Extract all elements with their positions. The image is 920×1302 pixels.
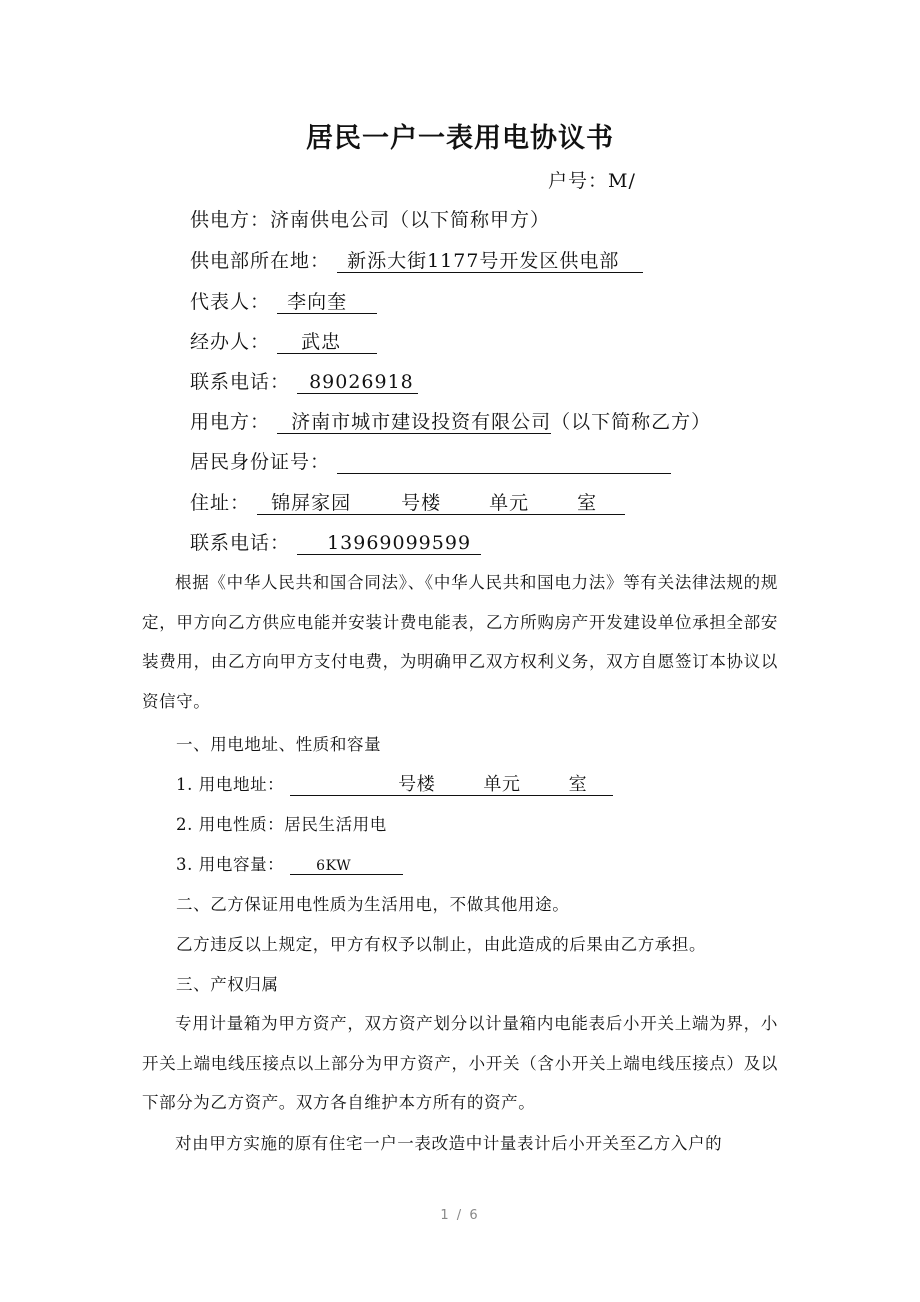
handler-value: 武忠 — [277, 333, 377, 354]
supplier-phone-line — [190, 367, 418, 394]
representative-value: 李向奎 — [277, 293, 377, 314]
intro-paragraph: 根据《中华人民共和国合同法》、《中华人民共和国电力法》等有关法律法规的规定，甲方向乙方供应电能并安装计费电能表，乙方所购房产开发建设单位承担全部安装费用，由乙方向甲方支付电费，为明确甲乙双方权利义务，双方自愿签订本协议以资信守。 — [142, 573, 778, 711]
consumer-line — [190, 407, 711, 434]
consumer-suffix: （以下简称乙方） — [551, 411, 712, 433]
representative-line — [190, 287, 377, 314]
supplier-address-line — [190, 246, 643, 273]
section1-heading: 一、用电地址、性质和容量 — [176, 735, 382, 754]
id-number-value — [337, 453, 671, 474]
section3-heading: 三、产权归属 — [176, 975, 279, 994]
supplier-value: 济南供电公司（以下简称甲方） — [270, 209, 551, 231]
section3-paragraph-2: 对由甲方实施的原有住宅一户一表改造中计量表计后小开关至乙方入户的 — [175, 1134, 723, 1153]
consumer-phone-label: 联系电话： — [190, 532, 291, 554]
consumer-label: 用电方： — [190, 411, 271, 433]
consumer-phone-line — [190, 528, 481, 555]
residence-line — [190, 488, 625, 515]
supplier-address-value: 新泺大街1177号开发区供电部 — [337, 252, 643, 273]
item3-label: 3. 用电容量： — [176, 855, 285, 874]
document-title: 居民一户一表用电协议书 — [306, 123, 614, 154]
consumer-phone-value: 13969099599 — [297, 534, 481, 555]
section1-item1 — [176, 771, 613, 796]
page-number: 1 / 6 — [440, 1208, 480, 1223]
account-number: 户号：M/ — [548, 170, 636, 192]
supplier-label: 供电方： — [190, 209, 271, 231]
id-number-line — [190, 447, 671, 474]
handler-line — [190, 327, 377, 354]
item1-room: 室 — [568, 774, 588, 795]
section2-heading: 二、乙方保证用电性质为生活用电，不做其他用途。 — [176, 895, 570, 914]
supplier-phone-label: 联系电话： — [190, 371, 291, 393]
supplier-line — [190, 205, 550, 232]
section3-paragraph-1: 专用计量箱为甲方资产，双方资产划分以计量箱内电能表后小开关上端为界，小开关上端电线压接点以上部分为甲方资产，小开关（含小开关上端电线压接点）及以下部分为乙方资产。双方各自维护本方所有的资产。 — [142, 1014, 778, 1112]
residence-unit: 单元 — [489, 492, 530, 514]
item3-value: 6KW — [290, 859, 403, 875]
item1-building: 号楼 — [398, 774, 436, 795]
residence-building: 号楼 — [401, 492, 442, 514]
residence-room: 室 — [577, 492, 598, 514]
section2-text: 乙方违反以上规定，甲方有权予以制止，由此造成的后果由乙方承担。 — [176, 935, 707, 954]
item1-label: 1. 用电地址： — [176, 775, 285, 794]
section1-item2: 2. 用电性质：居民生活用电 — [176, 815, 387, 834]
residence-address — [257, 494, 625, 515]
supplier-address-label: 供电部所在地： — [190, 250, 331, 272]
residence-estate: 锦屏家园 — [271, 492, 352, 514]
item1-unit: 单元 — [483, 774, 521, 795]
representative-label: 代表人： — [190, 291, 271, 313]
item1-address — [290, 776, 613, 796]
supplier-phone-value: 89026918 — [297, 373, 418, 394]
section1-item3 — [176, 851, 403, 875]
consumer-value: 济南市城市建设投资有限公司 — [277, 413, 551, 434]
handler-label: 经办人： — [190, 331, 271, 353]
id-number-label: 居民身份证号： — [190, 451, 331, 473]
residence-label: 住址： — [190, 492, 251, 514]
